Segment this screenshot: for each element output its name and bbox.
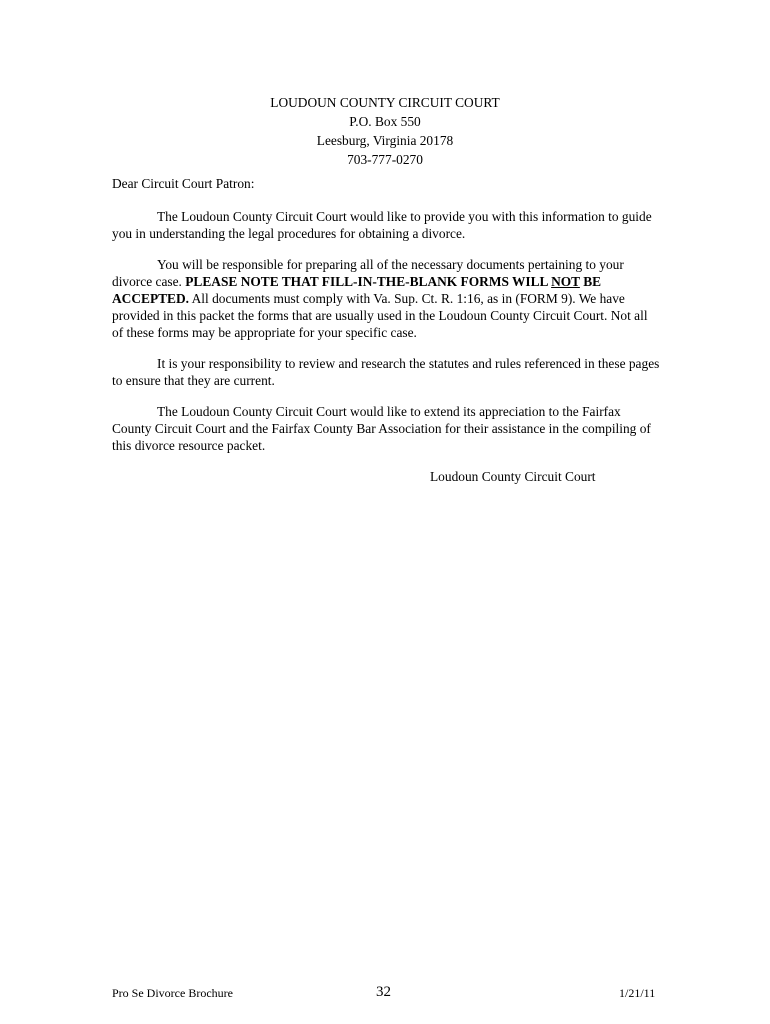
notice-underlined: NOT xyxy=(551,274,580,289)
letterhead xyxy=(0,93,770,169)
paragraph-2-rest: All documents must comply with Va. Sup. Ct. R. 1:16, as in (FORM 9). We have provided in this packet the forms that are usually used in the Loudoun County Circuit Court. Not all of these forms may be appropriate for your specific case. xyxy=(112,291,648,340)
footer-date: 1/21/11 xyxy=(619,986,656,1000)
paragraph-4 xyxy=(112,403,660,454)
paragraph-4-text: The Loudoun County Circuit Court would like to extend its appreciation to the Fairfax County Circuit Court and the Fairfax County Bar Association for their assistance in the compiling of this divorce resource packet. xyxy=(112,404,651,453)
paragraph-2 xyxy=(112,256,660,341)
salutation: Dear Circuit Court Patron: xyxy=(112,176,255,191)
paragraph-1-text: The Loudoun County Circuit Court would like to provide you with this information to guide you in understanding the legal procedures for obtaining a divorce. xyxy=(112,209,652,241)
paragraph-2-intro: You will be responsible for preparing all of the necessary documents pertaining to your divorce case. xyxy=(112,257,624,289)
signature: Loudoun County Circuit Court xyxy=(430,469,596,484)
phone-number: 703-777-0270 xyxy=(347,152,423,167)
paragraph-3 xyxy=(112,355,660,389)
paragraph-1 xyxy=(112,208,660,242)
po-box: P.O. Box 550 xyxy=(349,114,421,129)
paragraph-3-text: It is your responsibility to review and research the statutes and rules referenced in these pages to ensure that they are current. xyxy=(112,356,660,388)
page-number: 32 xyxy=(376,984,391,1000)
court-name: LOUDOUN COUNTY CIRCUIT COURT xyxy=(270,95,500,110)
notice-after: BE ACCEPTED. xyxy=(112,274,602,306)
footer-title: Pro Se Divorce Brochure xyxy=(112,986,233,1000)
paragraph-2-text xyxy=(112,256,660,341)
city-state-zip: Leesburg, Virginia 20178 xyxy=(316,133,454,148)
notice-before: PLEASE NOTE THAT FILL-IN-THE-BLANK FORMS WILL xyxy=(185,274,552,289)
